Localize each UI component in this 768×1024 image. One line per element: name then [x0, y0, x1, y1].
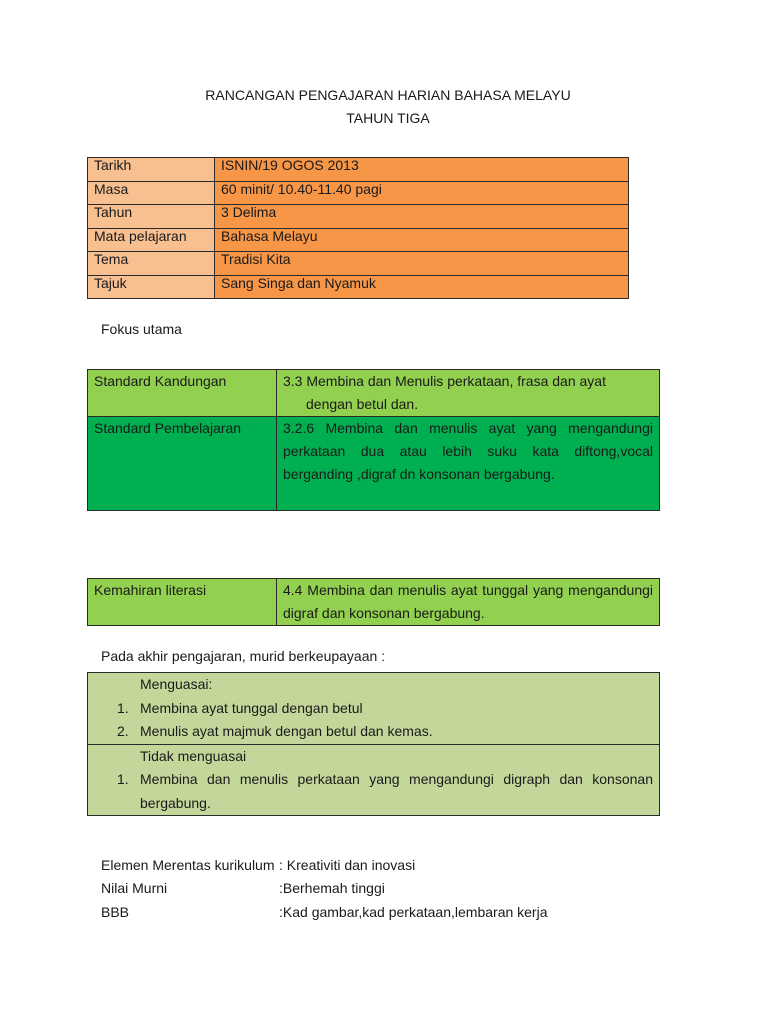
meta-label: BBB — [101, 904, 130, 920]
kemahiran-table — [87, 578, 660, 626]
menguasai-heading: Menguasai: — [140, 676, 213, 692]
document-title: RANCANGAN PENGAJARAN HARIAN BAHASA MELAYU — [205, 87, 571, 103]
info-value: ISNIN/19 OGOS 2013 — [215, 158, 629, 182]
kemahiran-row — [88, 579, 660, 626]
objektif-intro: Pada akhir pengajaran, murid berkeupayaan : — [101, 648, 386, 664]
standard-table — [87, 369, 660, 511]
standard-kandungan-line: 3.3 Membina dan Menulis perkataan, frasa dan ayat — [283, 373, 606, 389]
standard-kandungan-value — [277, 370, 660, 417]
menguasai-cell — [88, 673, 660, 745]
info-row-tarikh — [88, 158, 629, 182]
tidak-menguasai-list — [88, 768, 653, 815]
info-row-tema — [88, 252, 629, 276]
objektif-table — [87, 672, 660, 816]
meta-value: :Kad gambar,kad perkataan,lembaran kerja — [279, 904, 548, 920]
info-label: Tahun — [88, 205, 215, 229]
list-item — [88, 697, 653, 721]
info-value: 3 Delima — [215, 205, 629, 229]
info-value: 60 minit/ 10.40-11.40 pagi — [215, 181, 629, 205]
menguasai-row — [88, 673, 660, 745]
info-label: Tema — [88, 252, 215, 276]
info-value: Sang Singa dan Nyamuk — [215, 275, 629, 299]
kemahiran-value: 4.4 Membina dan menulis ayat tunggal yang mengandungi digraf dan konsonan bergabung. — [277, 579, 660, 626]
list-number: 1. — [117, 771, 129, 787]
list-item — [88, 720, 653, 744]
meta-label: Nilai Murni — [101, 880, 168, 896]
list-text: Membina ayat tunggal dengan betul — [140, 699, 363, 716]
info-value: Tradisi Kita — [215, 252, 629, 276]
meta-row-elemen — [101, 857, 415, 873]
standard-pembelajaran-row — [88, 417, 660, 511]
info-row-tahun — [88, 205, 629, 229]
tidak-menguasai-row — [88, 744, 660, 816]
meta-row-nilai — [101, 880, 385, 896]
tidak-menguasai-cell — [88, 744, 660, 816]
list-text: Menulis ayat majmuk dengan betul dan kemas. — [140, 723, 433, 739]
list-number: 1. — [117, 699, 129, 716]
meta-label: Elemen Merentas kurikulum — [101, 857, 275, 873]
document-subtitle: TAHUN TIGA — [346, 110, 430, 126]
menguasai-list — [88, 697, 653, 744]
info-row-masa — [88, 181, 629, 205]
info-label: Masa — [88, 181, 215, 205]
info-label: Tarikh — [88, 158, 215, 182]
list-text: Membina dan menulis perkataan yang mengandungi digraph dan konsonan bergabung. — [140, 771, 653, 811]
info-value: Bahasa Melayu — [215, 228, 629, 252]
standard-kandungan-label: Standard Kandungan — [88, 370, 277, 417]
fokus-utama-label: Fokus utama — [101, 321, 182, 337]
info-row-tajuk — [88, 275, 629, 299]
standard-pembelajaran-value: 3.2.6 Membina dan menulis ayat yang mengandungi perkataan dua atau lebih suku kata diftong,vocal berganding ,digraf dn konsonan bergabung. — [277, 417, 660, 511]
standard-pembelajaran-label: Standard Pembelajaran — [88, 417, 277, 511]
lesson-info-table — [87, 157, 629, 299]
meta-value: :Berhemah tinggi — [279, 880, 385, 896]
info-row-mata-pelajaran — [88, 228, 629, 252]
kemahiran-label: Kemahiran literasi — [88, 579, 277, 626]
standard-kandungan-row — [88, 370, 660, 417]
list-number: 2. — [117, 723, 129, 739]
info-label: Mata pelajaran — [88, 228, 215, 252]
standard-kandungan-line: dengan betul dan. — [306, 396, 419, 412]
meta-row-bbb — [101, 904, 548, 920]
info-label: Tajuk — [88, 275, 215, 299]
meta-value: : Kreativiti dan inovasi — [279, 857, 416, 873]
list-item — [88, 768, 653, 815]
tidak-menguasai-heading: Tidak menguasai — [140, 747, 247, 764]
